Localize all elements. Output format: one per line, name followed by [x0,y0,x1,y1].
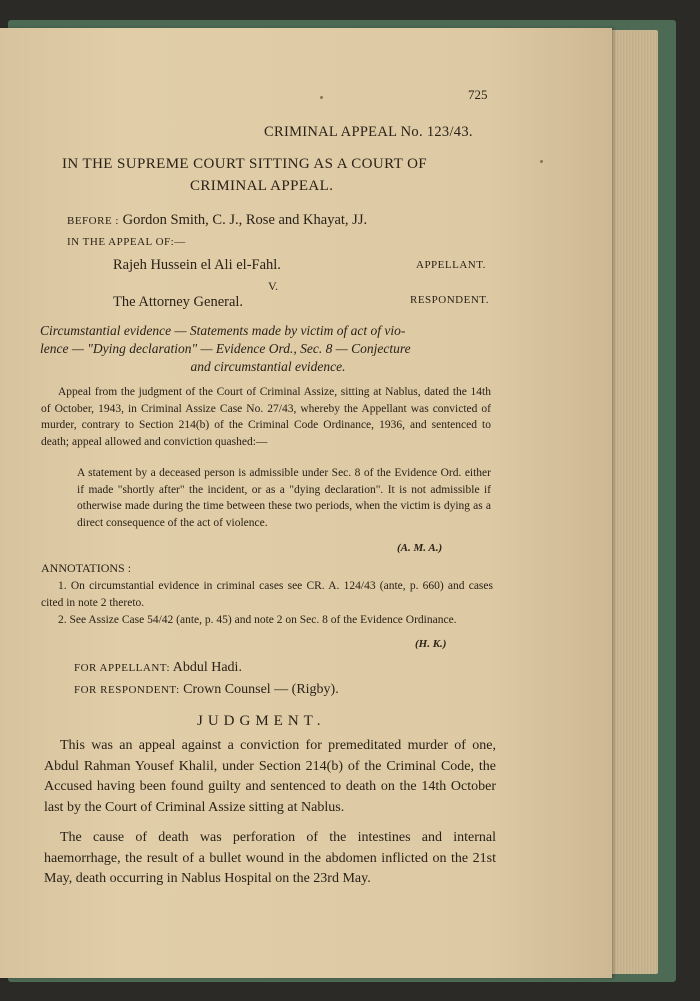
counsel-appellant [74,660,242,676]
book-page [0,28,612,978]
counsel-appellant-name: Abdul Hadi. [172,660,242,675]
judgment-paragraph: The cause of death was perforation of the intestines and internal haemorrhage, the result of a bullet wound in the abdomen inflicted on the 21st May, death occurring in Nablus Hospital on the 23rd May. [44,830,496,886]
respondent-role: RESPONDENT. [410,294,489,306]
counsel-appellant-label: FOR APPELLANT: [74,662,170,674]
bench [67,212,367,229]
annotations-heading: ANNOTATIONS : [41,561,132,575]
page-number: 725 [468,87,488,102]
annotation-item: 2. See Assize Case 54/42 (ante, p. 45) and note 2 on Sec. 8 of the Evidence Ordinance. [58,614,457,626]
counsel-respondent-name: Crown Counsel — (Rigby). [183,682,339,697]
headnote-line2: lence — "Dying declaration" — Evidence Ord., Sec. 8 — Conjecture [40,341,411,356]
headnote-line1: Circumstantial evidence — Statements made by victim of act of vio- [40,323,406,338]
counsel-respondent [74,682,339,698]
paper-speck [320,96,323,99]
before-label: BEFORE : [67,215,119,227]
annotation-item: 1. On circumstantial evidence in criminal cases see CR. A. 124/43 (ante, p. 660) and cases cited in note 2 thereto. [41,580,493,609]
appellant-name: Rajeh Hussein el Ali el-Fahl. [113,257,281,273]
appellant-role: APPELLANT. [416,259,486,271]
judgment-heading: JUDGMENT. [197,713,326,729]
in-the-appeal-of: IN THE APPEAL OF:— [67,236,186,248]
counsel-respondent-label: FOR RESPONDENT: [74,684,180,696]
case-title: CRIMINAL APPEAL No. 123/43. [264,124,473,140]
judgment-paragraph: This was an appeal against a conviction for premeditated murder of one, Abdul Rahman Yousef Khalil, under Section 214(b) of the Criminal Code, the Accused having been found guilty and sentenced to death on the 14th October last by the Court of Criminal Assize sitting at Nablus. [44,738,496,815]
held-paragraph: A statement by a deceased person is admissible under Sec. 8 of the Evidence Ord. either if made "shortly after" the incident, or as a "dying declaration". It is not admissible if otherwise made during the time between these two periods, when the victim is dying as a direct consequence of the act of violence. [77,467,491,529]
headnote-line3: and circumstantial evidence. [190,359,346,374]
headnote [40,322,496,376]
court-heading-line2: CRIMINAL APPEAL. [190,178,334,194]
respondent-name: The Attorney General. [113,294,244,310]
court-heading-line1: IN THE SUPREME COURT SITTING AS A COURT OF [62,156,428,172]
judges: Gordon Smith, C. J., Rose and Khayat, JJ. [122,212,368,228]
paper-speck [540,160,543,163]
versus: V. [268,279,279,293]
appeal-summary: Appeal from the judgment of the Court of Criminal Assize, sitting at Nablus, dated the 14th of October, 1943, in Criminal Assize Case No. 27/43, whereby the Appellant was convicted of murder, contrary to Section 214(b) of the Criminal Code Ordinance, 1936, and sentenced to death; appeal allowed and conviction quashed:— [41,386,491,448]
editor-initials: (A. M. A.) [397,542,443,554]
annotator-initials: (H. K.) [415,638,447,650]
